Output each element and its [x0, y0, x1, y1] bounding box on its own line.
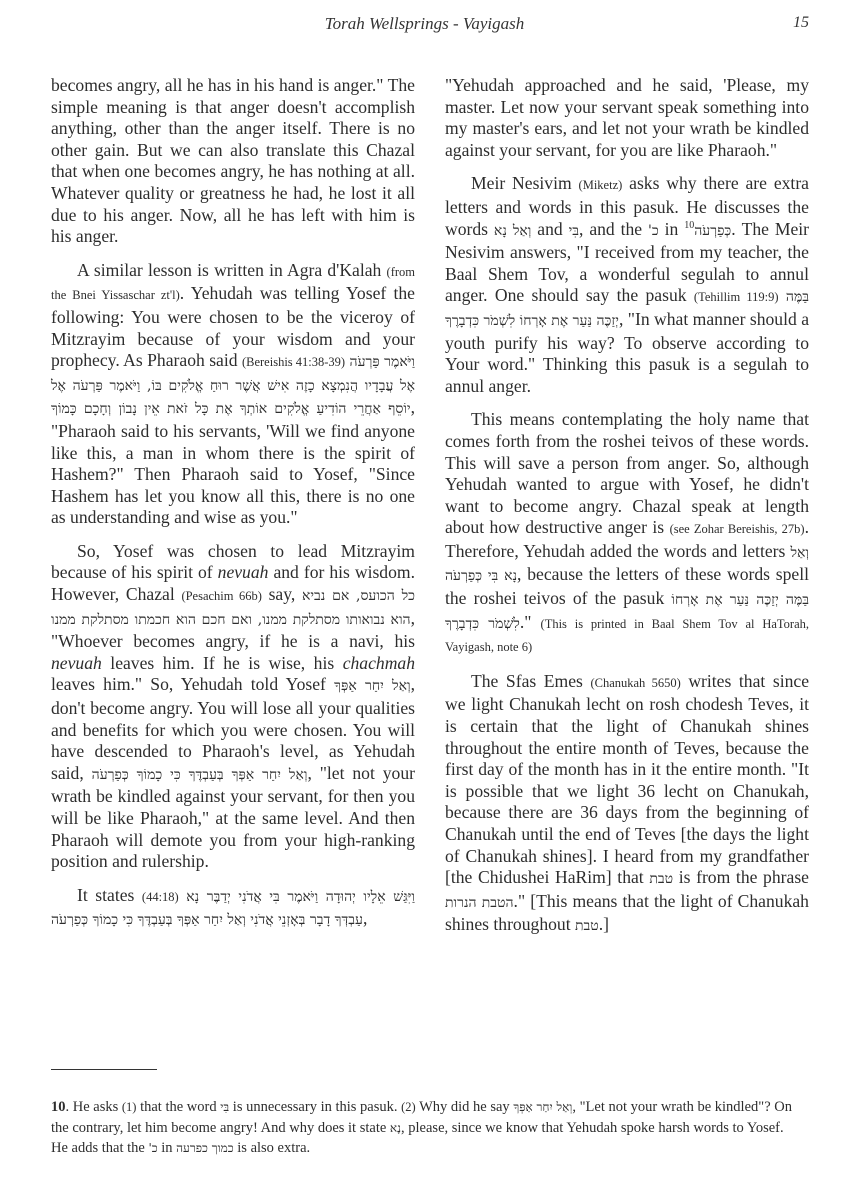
paragraph-text: , because the letters of these words spell the roshei teivos of the pasuk — [445, 564, 809, 609]
running-title: Torah Wellsprings - Vayigash — [324, 14, 525, 33]
footnote-text: in — [157, 1140, 177, 1156]
paragraph-text: ." — [519, 611, 541, 632]
paragraph-text: . Therefore, Yehudah added the words and letters — [445, 517, 810, 561]
page-number: 15 — [793, 14, 809, 31]
source-citation: (Miketz) — [578, 178, 623, 193]
paragraph-text: , — [362, 908, 368, 929]
paragraph-text: in — [658, 218, 685, 239]
hebrew-quote: נָא — [389, 1120, 402, 1135]
paragraph-text: . The Meir Nesivim answers, "I received from my teacher, the Baal Shem Tov, a wonderful segulah to annul anger. One should say the pasuk — [445, 218, 810, 306]
hebrew-quote: כְּפַרְעֹה — [694, 222, 732, 239]
footnote-marker[interactable]: 10 — [684, 219, 695, 231]
hebrew-quote: וְאַל יִחַר אַפְּךָ בְּעַבְדֶּךָ כִּי כָמוֹךָ כְּפַרְעֹה — [91, 766, 308, 783]
hebrew-quote: וְאַל נָא — [493, 222, 532, 239]
source-citation: (Chanukah 5650) — [590, 675, 681, 690]
footnote-text: , please, since we know that Yehudah spoke harsh words to Yosef. He adds that the — [51, 1119, 784, 1156]
source-citation: (This is printed in Baal Shem Tov al HaTorah, Vayigash, note 6) — [445, 616, 809, 655]
hebrew-quote: טבת — [575, 918, 599, 935]
hebrew-quote: כ' — [148, 1141, 158, 1155]
paragraph — [51, 75, 415, 248]
paragraph-text: , and the — [579, 218, 649, 239]
footnote-divider — [51, 1069, 157, 1070]
hebrew-quote: כ' — [648, 222, 659, 239]
paragraph-text: ." [This means that the light of Chanukah shines throughout — [445, 890, 809, 935]
italic-term: chachmah — [342, 652, 415, 673]
paragraph-text: asks why there are extra letters and words in this pasuk. He discusses the words — [445, 173, 809, 239]
hebrew-quote: וְאַל נָא בִּי כְּפַרְעֹה — [445, 544, 809, 585]
paragraph-text: "Yehudah approached and he said, 'Please, my master. Let now your servant speak something into my master's ears, and let not your wrath be kindled against your servant, for you are like Pharaoh." — [445, 75, 809, 160]
footnote-text: , "Let not your wrath be kindled"? On the contrary, let him become angry! And why does it state — [51, 1099, 792, 1136]
italic-term: nevuah — [217, 562, 269, 583]
footnote-text: . He asks — [65, 1099, 122, 1115]
paragraph — [51, 260, 415, 529]
footnote-number: 10 — [51, 1099, 66, 1115]
paragraph-text: becomes angry, all he has in his hand is anger." The simple meaning is that anger doesn't accomplish anything, other than the anger itself. There is no other gain. But we can also translate this Chazal that when one becomes angry, he has nothing at all. Whatever quality or greatness he had, he lost it all due to his anger. Now, all he has left with him is his anger. — [51, 75, 415, 247]
paragraph-text: , "Pharaoh said to his servants, 'Will we find anyone like this, a man in whom there is the spirit of Hashem?" Then Pharaoh said to Yosef, "Since Hashem has let you know all this, there is no one as understanding and wise as you." — [51, 397, 415, 528]
hebrew-quote: וַיֹּאמֶר פַּרְעֹה אֶל עֲבָדָיו הֲנִמְצָא כָזֶה אִישׁ אֲשֶׁר רוּחַ אֱלֹקִים בּוֹ, וַיֹּאמֶר פַּרְעֹה אֶל יוֹסֵף אַחֲרֵי הוֹדִיעַ אֱלֹקִים אוֹתְךָ אֶת כָּל זֹאת אֵין נָבוֹן וְחָכָם כָּמוֹךָ — [51, 354, 416, 418]
paragraph-text: , "let not your wrath be kindled against your servant, for then you will be like Pharaoh," at the same level. And then Pharaoh will demote you from your high-ranking position and rulership. — [51, 762, 416, 872]
paragraph-text: say, — [261, 584, 302, 605]
source-citation: (Tehillim 119:9) — [693, 290, 779, 305]
paragraph-text: , "Whoever becomes angry, if he is a navi, his — [51, 607, 415, 652]
paragraph-text: .] — [598, 914, 610, 935]
italic-term: nevuah — [51, 652, 102, 673]
paragraph-text: , "In what manner should a youth purify his way? To observe according to Your word." Thinking this pasuk is a segulah to annul anger. — [445, 308, 810, 396]
footnote-text: Why did he say — [415, 1099, 514, 1115]
footnote-text: that the word — [136, 1099, 221, 1115]
footnote-text: is also extra. — [233, 1140, 311, 1156]
hebrew-quote: כל הכועס, אם נביא הוא נבואותו מסתלקת ממנו, ואם חכם הוא חכמתו מסתלקת ממנו — [51, 588, 415, 628]
hebrew-quote: כמוך כפרעה — [176, 1141, 234, 1155]
source-citation: (Pesachim 66b) — [181, 589, 262, 604]
hebrew-quote: וְאַל יִחַר אַפְּךָ — [513, 1100, 573, 1114]
paragraph-text: is from the phrase — [673, 867, 809, 888]
right-column — [445, 75, 809, 950]
paragraph — [445, 173, 809, 397]
paragraph-text: The Sfas Emes — [471, 670, 591, 691]
paragraph-text: It states — [77, 884, 142, 905]
left-column — [51, 75, 415, 944]
hebrew-quote: טבת — [649, 871, 674, 888]
source-citation: (Bereishis 41:38-39) — [241, 355, 346, 370]
hebrew-quote: בַּמֶּה יְזַכֶּה נַּעַר אֶת אָרְחוֹ לִשְׁמֹר כִּדְבָרֶךָ — [445, 289, 809, 329]
hebrew-quote: בִּי — [220, 1100, 230, 1114]
paragraph-text: writes that since we light Chanukah lecht on rosh chodesh Teves, it is certain that the light of Chanukah shines throughout the entire month of Teves, because the first day of the month has in it the entire month. "It is possible that we light 36 lecht on Chanukah, because there are 36 days from the beginning of Chanukah until the end of Teves [the days the light of Chanukah shines]. I heard from my grandfather [the Chidushei HaRim] that — [445, 670, 809, 888]
page-header — [0, 0, 849, 44]
source-citation: (see Zohar Bereishis, 27b) — [669, 522, 805, 537]
hebrew-quote: בַּמֶּה יְזַכֶּה נַּעַר אֶת אָרְחוֹ לִשְׁמֹר כִּדְבָרֶךָ — [445, 592, 809, 632]
paragraph-text: and — [531, 218, 569, 239]
paragraph-text: and for his wisdom. However, Chazal — [51, 562, 415, 605]
footnote-text: is unnecessary in this pasuk. — [229, 1099, 402, 1115]
paragraph — [445, 409, 809, 659]
paragraph — [445, 75, 809, 161]
hebrew-quote: וַיִּגַּשׁ אֵלָיו יְהוּדָה וַיֹּאמֶר בִּי אֲדֹנִי יְדַבֶּר נָא עַבְדְּךָ דָבָר בְּאָזְנֵי אֲדֹנִי וְאַל יִחַר אַפְּךָ בְּעַבְדֶּךָ כִּי כָמוֹךָ כְּפַרְעֹה — [51, 888, 415, 929]
hebrew-quote: וְאַל יִחַר אַפְּךָ — [334, 678, 411, 695]
footnote-enum: (2) — [401, 1100, 416, 1114]
footnote — [51, 1097, 799, 1159]
paragraph-text: This means contemplating the holy name that comes forth from the roshei teivos of these words. This will save a person from anger. So, although Yehudah wanted to argue with Yosef, he didn't want to become angry. Chazal speak at length about how destructive anger is — [445, 409, 809, 538]
paragraph-text: A similar lesson is written in Agra d'Kalah — [77, 259, 387, 280]
source-citation: (44:18) — [141, 889, 179, 904]
paragraph — [445, 671, 809, 938]
paragraph-text: , don't become angry. You will lose all your qualities and benefits for which you were chosen. You will have descended to Pharaoh's level, as Yehudah said, — [51, 674, 415, 783]
paragraph-text: leaves him. If he is wise, his — [101, 652, 343, 673]
paragraph-text: Meir Nesivim — [471, 173, 579, 194]
source-citation: (from the Bnei Yissaschar zt'l) — [51, 264, 415, 303]
footnote-enum: (1) — [121, 1100, 137, 1114]
paragraph — [51, 541, 415, 873]
paragraph — [51, 885, 415, 932]
paragraph-text: . Yehudah was telling Yosef the following: You were chosen to be the viceroy of Mitzrayim because of your wisdom and your prophecy. As Pharaoh said — [51, 283, 415, 371]
hebrew-quote: בִּי — [568, 222, 580, 239]
paragraph-text: So, Yosef was chosen to lead Mitzrayim because of his spirit of — [51, 540, 415, 583]
paragraph-text: leaves him." So, Yehudah told Yosef — [51, 674, 335, 695]
hebrew-quote: הטבת הנרות — [445, 894, 514, 911]
